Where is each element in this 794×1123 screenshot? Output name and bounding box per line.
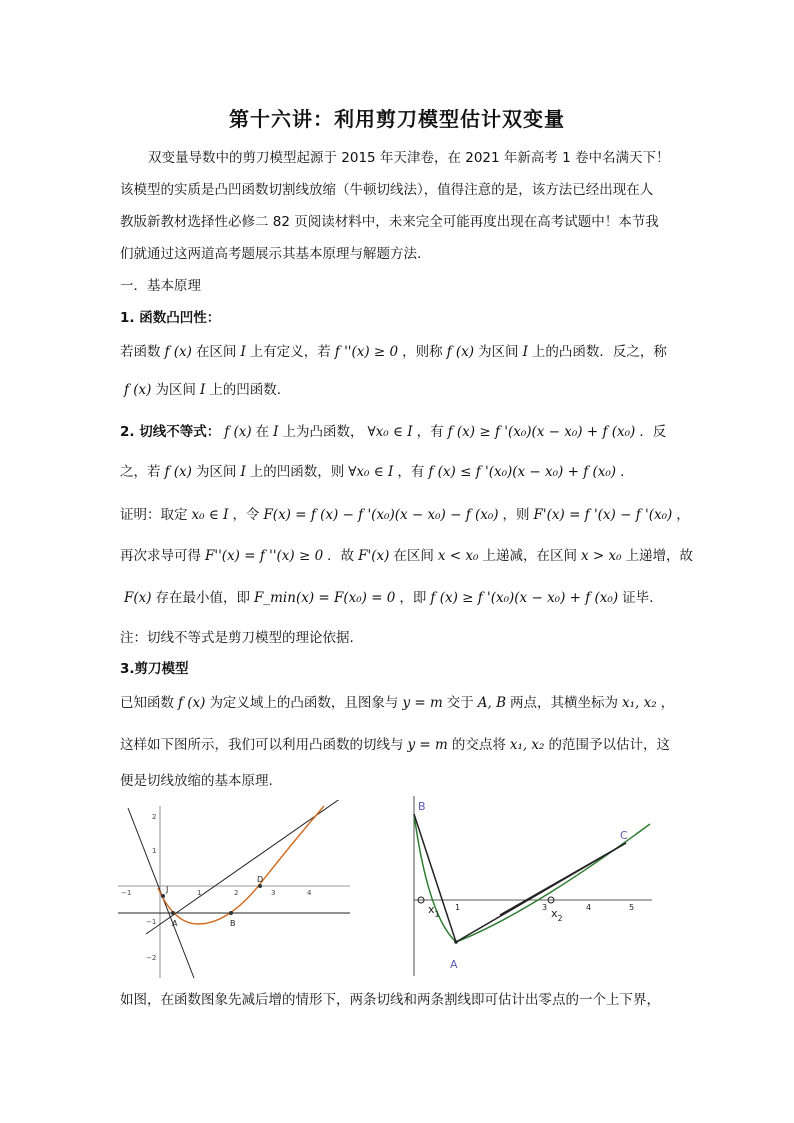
scissor-figure-1 <box>118 800 350 980</box>
page-title: 第十六讲：利用剪刀模型估计双变量 <box>229 107 565 131</box>
point-B <box>229 911 233 915</box>
caption-line: 如图，在函数图象先减后增的情形下，两条切线和两条割线即可估计出零点的一个上下界， <box>120 992 660 1008</box>
point-label-x2: $x_2$ <box>551 907 563 923</box>
intro-line-2: 该模型的实质是凸凹函数切割线放缩（牛顿切线法），值得注意的是，该方法已经出现在人 <box>120 182 654 198</box>
point-label-C: C <box>620 829 628 842</box>
x-tick-label: 3 <box>542 903 548 912</box>
convex-curve <box>158 806 324 924</box>
x-tick-label: −1 <box>121 889 132 897</box>
item3-heading: 3.剪刀模型 <box>120 661 189 677</box>
y-tick-label: −1 <box>146 918 157 926</box>
item3-line-2: 这样如下图所示，我们可以利用凸函数的切线与 y = m 的交点将 x₁, x₂ 的范围予以估计，这 <box>120 737 670 753</box>
item2-line-1: 2. 切线不等式： f (x) 在 I 上为凸函数， ∀x₀ ∈ I ，有 f (x) ≥ f '(x₀)(x − x₀) + f (x₀) ．反 <box>120 424 667 440</box>
item2-line-2: 之，若 f (x) 为区间 I 上的凹函数，则 ∀x₀ ∈ I ，有 f (x) ≤ f '(x₀)(x − x₀) + f (x₀) . <box>120 464 625 480</box>
intro-line-1: 双变量导数中的剪刀模型起源于 2015 年天津卷，在 2021 年新高考 1 卷中名满天下！ <box>148 150 670 166</box>
y-tick-label: 1 <box>152 847 157 855</box>
proof-line-1: 证明：取定 x₀ ∈ I ，令 F(x) = f (x) − f '(x₀)(x − x₀) − f (x₀) ，则 F'(x) = f '(x) − f '(x₀) ， <box>120 507 690 523</box>
x-tick-label: 5 <box>629 903 635 912</box>
intro-line-4: 们就通过这两道高考题展示其基本原理与解题方法. <box>120 246 422 262</box>
x-tick-label: 4 <box>307 889 312 897</box>
item1-line-2: f (x) 为区间 I 上的凹函数. <box>124 382 282 398</box>
point-A <box>171 911 175 915</box>
y-tick-label: 2 <box>152 813 157 821</box>
secant-B-A <box>414 814 456 942</box>
point-D <box>258 884 262 888</box>
point-label-x1: $x_1$ <box>428 903 440 919</box>
section-heading-basic: 一．基本原理 <box>120 278 201 294</box>
point-J <box>161 894 165 898</box>
point-label-D: D <box>257 875 264 884</box>
proof-line-3: F(x) 存在最小值，即 F_min(x) = F(x₀) = 0 ，即 f (x) ≥ f '(x₀)(x − x₀) + f (x₀) 证毕. <box>124 590 654 606</box>
x-tick-label: 1 <box>197 889 202 897</box>
x-tick-label: 2 <box>234 889 239 897</box>
x-tick-label: 4 <box>586 903 592 912</box>
note-line: 注：切线不等式是剪刀模型的理论依据. <box>120 630 354 646</box>
item1-line-1: 若函数 f (x) 在区间 I 上有定义，若 f ''(x) ≥ 0 ，则称 f (x) 为区间 I 上的凸函数．反之，称 <box>120 344 667 360</box>
scissor-figure-2 <box>408 796 654 978</box>
proof-line-2: 再次求导可得 F''(x) = f ''(x) ≥ 0 ．故 F'(x) 在区间 x < x₀ 上递减，在区间 x > x₀ 上递增，故 <box>120 548 693 564</box>
point-label-B: B <box>230 919 236 928</box>
point-label-J: J <box>166 885 169 894</box>
y-tick-label: −2 <box>146 954 157 962</box>
x-tick-label: 3 <box>271 889 276 897</box>
x-tick-label: 1 <box>455 903 461 912</box>
point-label-A: A <box>172 919 178 928</box>
item1-heading: 1. 函数凸凹性： <box>120 310 221 326</box>
item3-line-3: 便是切线放缩的基本原理. <box>120 773 273 789</box>
point-label-B: B <box>418 800 426 813</box>
secant-x2-C <box>500 843 626 915</box>
point-A <box>454 940 458 944</box>
point-label-A: A <box>450 958 458 971</box>
item3-line-1: 已知函数 f (x) 为定义域上的凸函数，且图象与 y = m 交于 A, B 两点，其横坐标为 x₁, x₂ ， <box>120 695 675 711</box>
intro-line-3: 教版新教材选择性必修二 82 页阅读材料中，未来完全可能再度出现在高考试题中！本节我 <box>120 214 659 230</box>
